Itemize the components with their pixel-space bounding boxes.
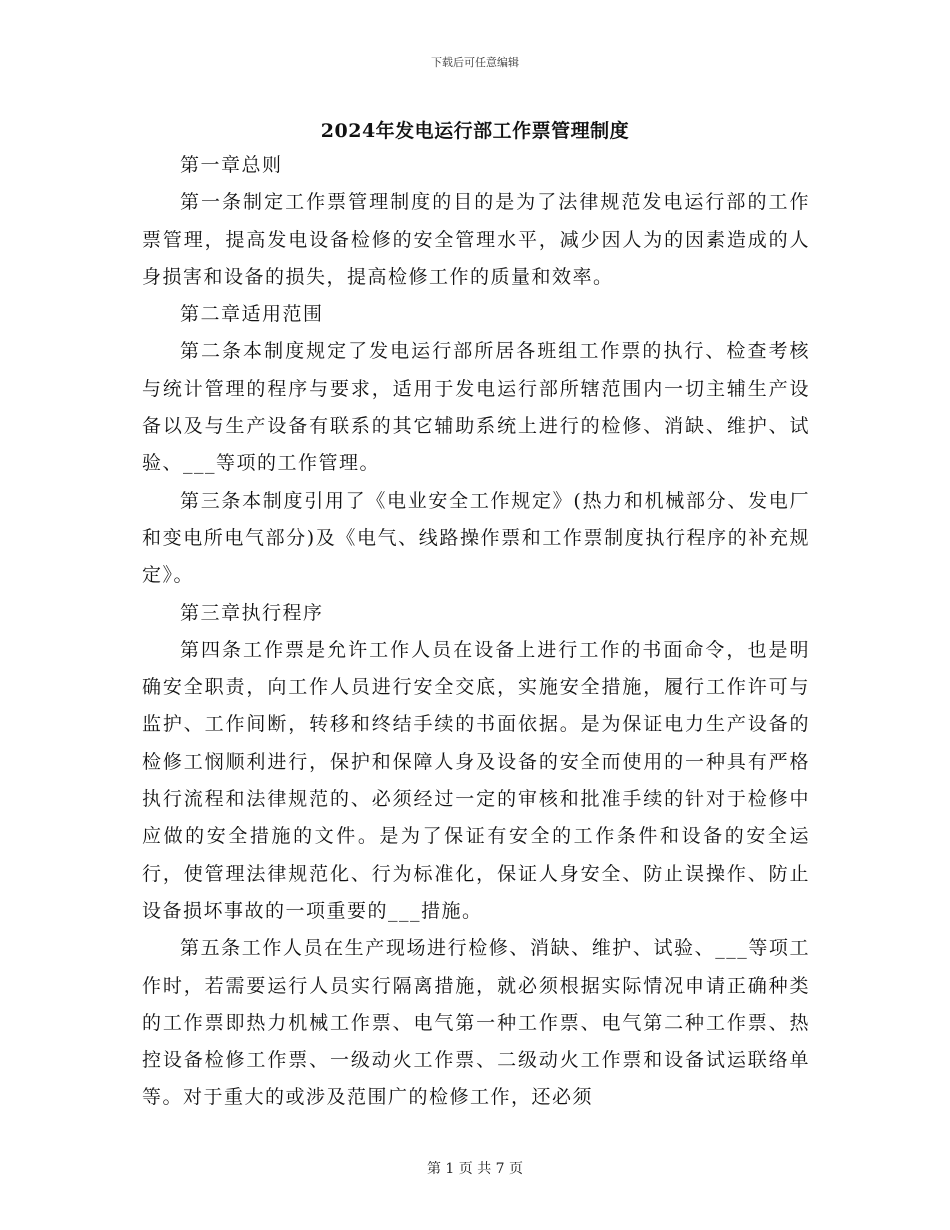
article-paragraph: 第三条本制度引用了《电业安全工作规定》(热力和机械部分、发电厂和变电所电气部分)及《电气、线路操作票和工作票制度执行程序的补充规定》。 — [142, 489, 810, 587]
chapter-heading: 第三章执行程序 — [180, 601, 324, 624]
article-paragraph: 第五条工作人员在生产现场进行检修、消缺、维护、试验、___等项工作时，若需要运行人员实行隔离措施，就必须根据实际情况申请正确种类的工作票即热力机械工作票、电气第一种工作票、电气第二种工作票、热控设备检修工作票、一级动火工作票、二级动火工作票和设备试运联络单等。对于重大的或涉及范围广的检修工作，还必须 — [142, 937, 810, 1109]
page-number: 第 1 页 共 7 页 — [426, 1161, 524, 1177]
article-paragraph: 第四条工作票是允许工作人员在设备上进行工作的书面命令，也是明确安全职责，向工作人员进行安全交底，实施安全措施，履行工作许可与监护、工作间断，转移和终结手续的书面依据。是为保证电力生产设备的检修工悯顺利进行，保护和保障人身及设备的安全而使用的一种具有严格执行流程和法律规范的、必须经过一定的审核和批准手续的针对于检修中应做的安全措施的文件。是为了保证有安全的工作条件和设备的安全运行，使管理法律规范化、行为标准化，保证人身安全、防止误操作、防止设备损坏事故的一项重要的___措施。 — [142, 638, 810, 922]
document-title: 2024年发电运行部工作票管理制度 — [320, 120, 630, 142]
page-header-note: 下载后可任意编辑 — [431, 56, 519, 69]
article-paragraph: 第一条制定工作票管理制度的目的是为了法律规范发电运行部的工作票管理，提高发电设备检修的安全管理水平，减少因人为的因素造成的人身损害和设备的损失，提高检修工作的质量和效率。 — [142, 191, 810, 288]
chapter-heading: 第二章适用范围 — [180, 303, 324, 326]
document-body — [142, 147, 810, 1117]
chapter-heading: 第一章总则 — [180, 154, 283, 176]
article-paragraph: 第二条本制度规定了发电运行部所居各班组工作票的执行、检查考核与统计管理的程序与要求，适用于发电运行部所辖范围内一切主辅生产设备以及与生产设备有联系的其它辅助系统上进行的检修、消缺、维护、试验、___等项的工作管理。 — [142, 340, 810, 475]
